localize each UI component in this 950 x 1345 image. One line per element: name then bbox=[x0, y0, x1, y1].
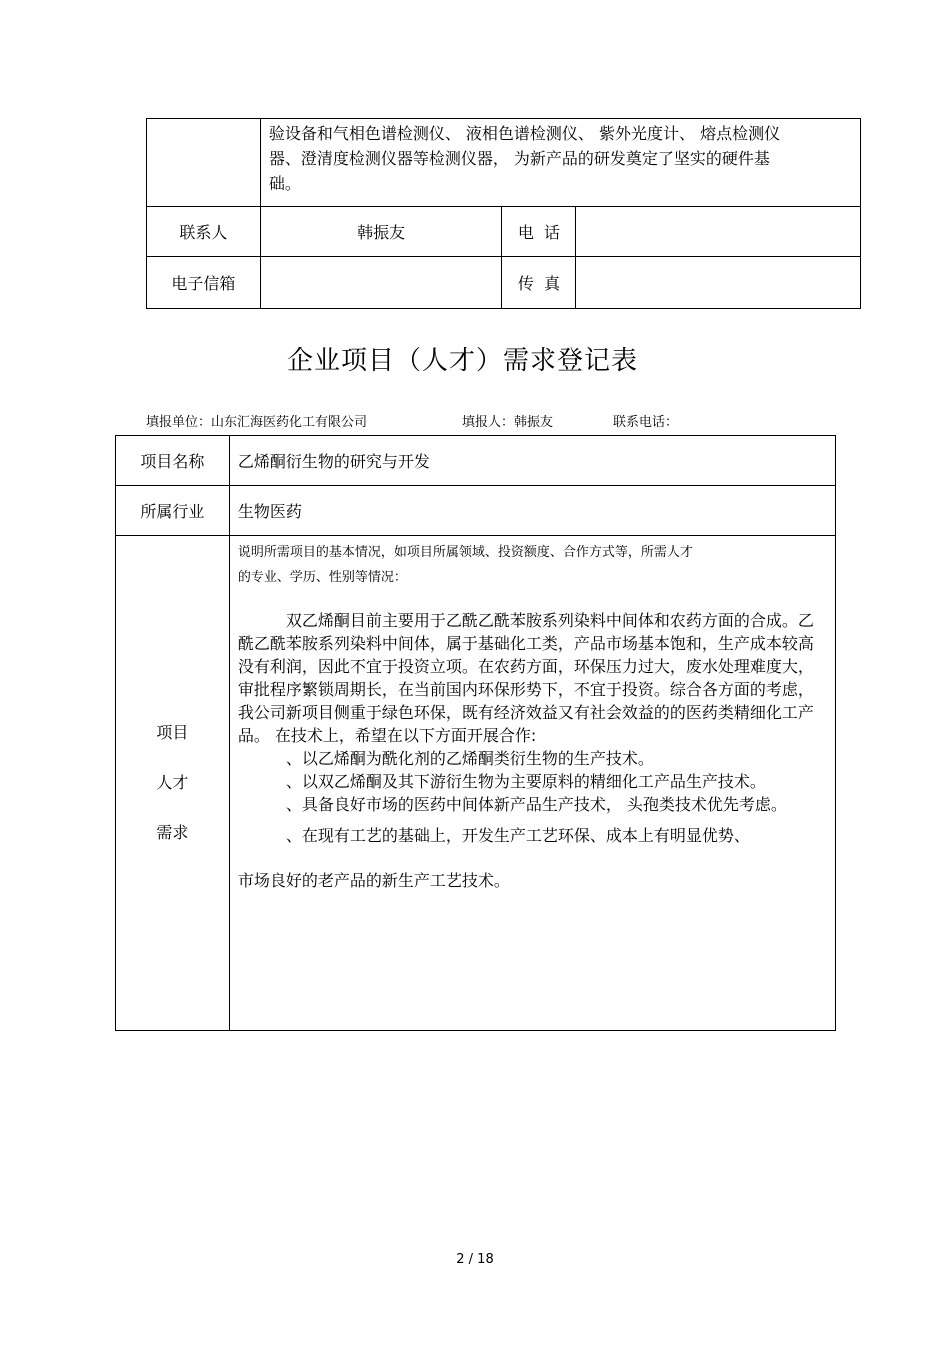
requirement-table bbox=[115, 435, 836, 1031]
requirement-label-line: 人才 bbox=[156, 773, 189, 792]
requirement-label-line: 项目 bbox=[156, 723, 189, 742]
contact-table bbox=[146, 118, 861, 309]
contact-label: 联系人 bbox=[147, 207, 261, 257]
description-line: 础。 bbox=[268, 174, 301, 193]
requirement-item: 、以双乙烯酮及其下游衍生物为主要原料的精细化工产品生产技术。 bbox=[285, 772, 766, 791]
email-value bbox=[260, 257, 502, 309]
description-line: 器、澄清度检测仪器等检测仪器， 为新产品的研发奠定了坚实的硬件基 bbox=[268, 149, 770, 168]
requirement-item: 、具备良好市场的医药中间体新产品生产技术， 头孢类技术优先考虑。 bbox=[285, 795, 787, 814]
phone-value bbox=[576, 207, 861, 257]
project-name-label: 项目名称 bbox=[116, 436, 230, 486]
equipment-description bbox=[260, 119, 860, 207]
email-label: 电子信箱 bbox=[147, 257, 261, 309]
phone-label: 电 话 bbox=[502, 207, 576, 257]
requirement-label-line: 需求 bbox=[156, 823, 189, 842]
industry-label: 所属行业 bbox=[116, 486, 230, 536]
requirement-content bbox=[229, 536, 835, 1031]
requirement-paragraph: 双乙烯酮目前主要用于乙酰乙酰苯胺系列染料中间体和农药方面的合成。乙酰乙酰苯胺系列染料中间体，属于基础化工类，产品市场基本饱和，生产成本较高没有利润，因此不宜于投资立项。在农药方面，环保压力过大，废水处理难度大，审批程序繁锁周期长，在当前国内环保形势下，不宜于投资。综合各方面的考虑，我公司新项目侧重于绿色环保，既有经济效益又有社会效益的的医药类精细化工产品。 在技术上，希望在以下方面开展合作: bbox=[237, 611, 814, 745]
requirement-item-continuation: 市场良好的老产品的新生产工艺技术。 bbox=[237, 871, 510, 890]
fax-value bbox=[576, 257, 861, 309]
requirement-label bbox=[116, 536, 230, 1031]
fill-phone: 联系电话： bbox=[613, 415, 679, 430]
project-name-value: 乙烯酮衍生物的研究与开发 bbox=[229, 436, 835, 486]
requirement-item: 、以乙烯酮为酰化剂的乙烯酮类衍生物的生产技术。 bbox=[285, 749, 654, 768]
fax-label: 传 真 bbox=[502, 257, 576, 309]
industry-value: 生物医药 bbox=[229, 486, 835, 536]
fill-unit: 填报单位：山东汇海医药化工有限公司 bbox=[146, 415, 368, 430]
page-number: 2 / 18 bbox=[456, 1252, 494, 1267]
requirement-item: 、在现有工艺的基础上，开发生产工艺环保、成本上有明显优势、 bbox=[285, 826, 750, 845]
fill-person: 填报人：韩振友 bbox=[462, 415, 554, 430]
instruction-note-line: 说明所需项目的基本情况，如项目所属领域、投资额度、合作方式等，所需人才 bbox=[237, 545, 693, 560]
blank-label-cell bbox=[147, 119, 261, 207]
description-line: 验设备和气相色谱检测仪、 液相色谱检测仪、 紫外光度计、 熔点检测仪 bbox=[268, 124, 781, 143]
form-title: 企业项目（人才）需求登记表 bbox=[286, 346, 638, 376]
instruction-note-line: 的专业、学历、性别等情况： bbox=[237, 570, 407, 585]
contact-value: 韩振友 bbox=[260, 207, 502, 257]
